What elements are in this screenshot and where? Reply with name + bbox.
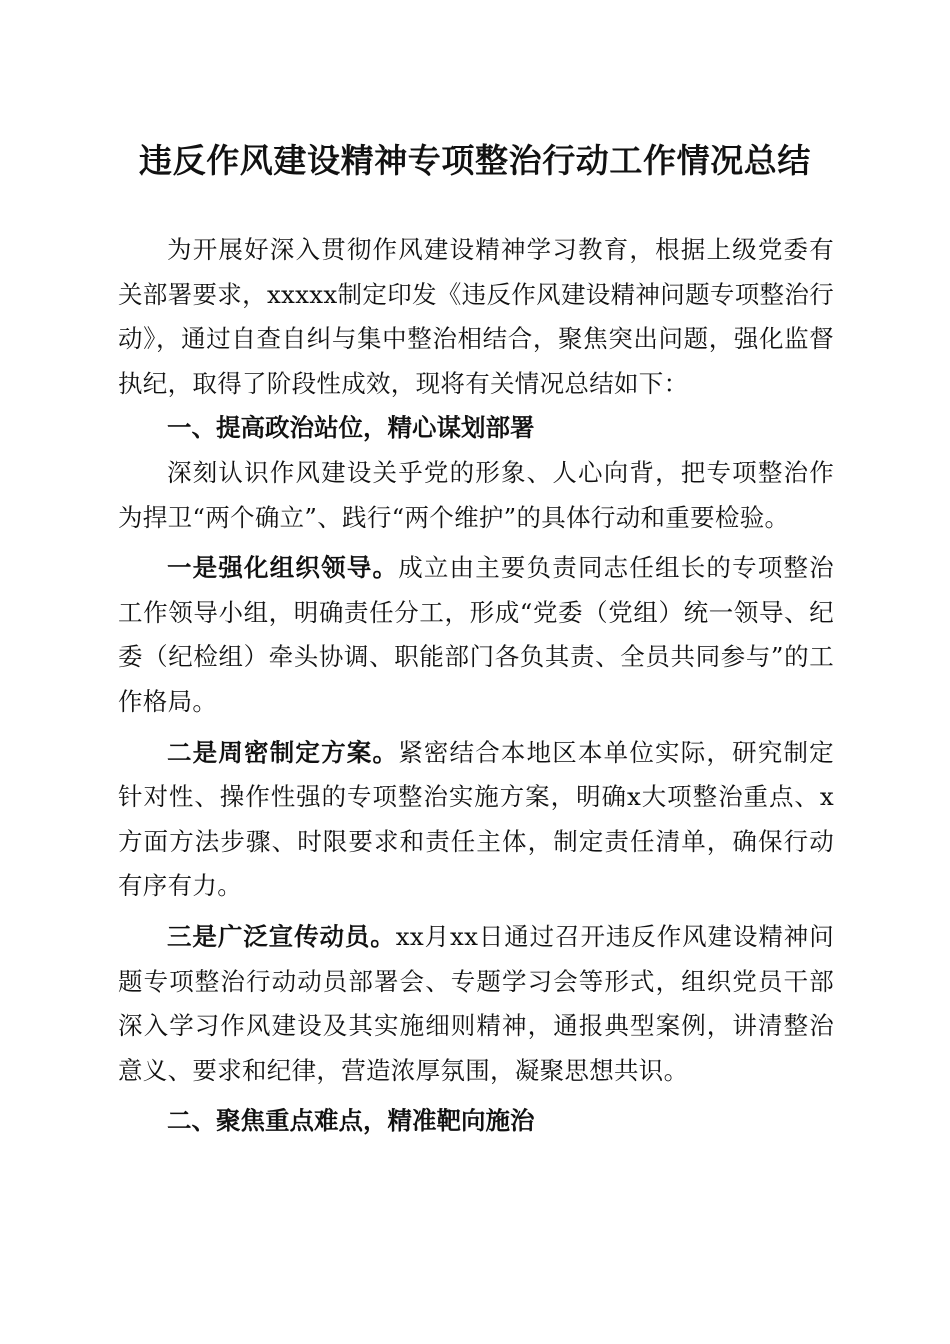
document-body [118,228,834,1144]
item-3-lead: 三是广泛宣传动员。 [167,921,396,951]
section-2-heading: 二、聚焦重点难点，精准靶向施治 [167,1106,535,1136]
item-2-text: 紧密结合本地区本单位实际，研究制定针对性、操作性强的专项整治实施方案，明确x大项整治重点、x方面方法步骤、时限要求和责任主体，制定责任清单，确保行动有序有力。 [118,737,834,901]
document-title: 违反作风建设精神专项整治行动工作情况总结 [139,141,811,180]
section-1-paragraph: 深刻认识作风建设关乎党的形象、人心向背，把专项整治作为捍卫“两个确立”、践行“两个维护”的具体行动和重要检验。 [118,457,834,532]
item-1-text: 成立由主要负责同志任组长的专项整治工作领导小组，明确责任分工，形成“党委（党组）统一领导、纪委（纪检组）牵头协调、职能部门各负其责、全员共同参与”的工作格局。 [118,553,834,716]
intro-paragraph: 为开展好深入贯彻作风建设精神学习教育，根据上级党委有关部署要求，xxxxx制定印发《违反作风建设精神问题专项整治行动》，通过自查自纠与集中整治相结合，聚焦突出问题，强化监督执纪，取得了阶段性成效，现将有关情况总结如下： [118,235,834,398]
item-2-paragraph [118,731,834,909]
item-1-paragraph [118,546,834,724]
section-1-heading: 一、提高政治站位，精心谋划部署 [167,413,535,443]
item-2-lead: 二是周密制定方案。 [167,737,399,767]
item-3-text: xx月xx日通过召开违反作风建设精神问题专项整治行动动员部署会、专题学习会等形式，组织党员干部深入学习作风建设及其实施细则精神，通报典型案例，讲清整治意义、要求和纪律，营造浓厚氛围，凝聚思想共识。 [118,921,834,1085]
item-1-lead: 一是强化组织领导。 [167,553,399,583]
item-3-paragraph [118,915,834,1093]
